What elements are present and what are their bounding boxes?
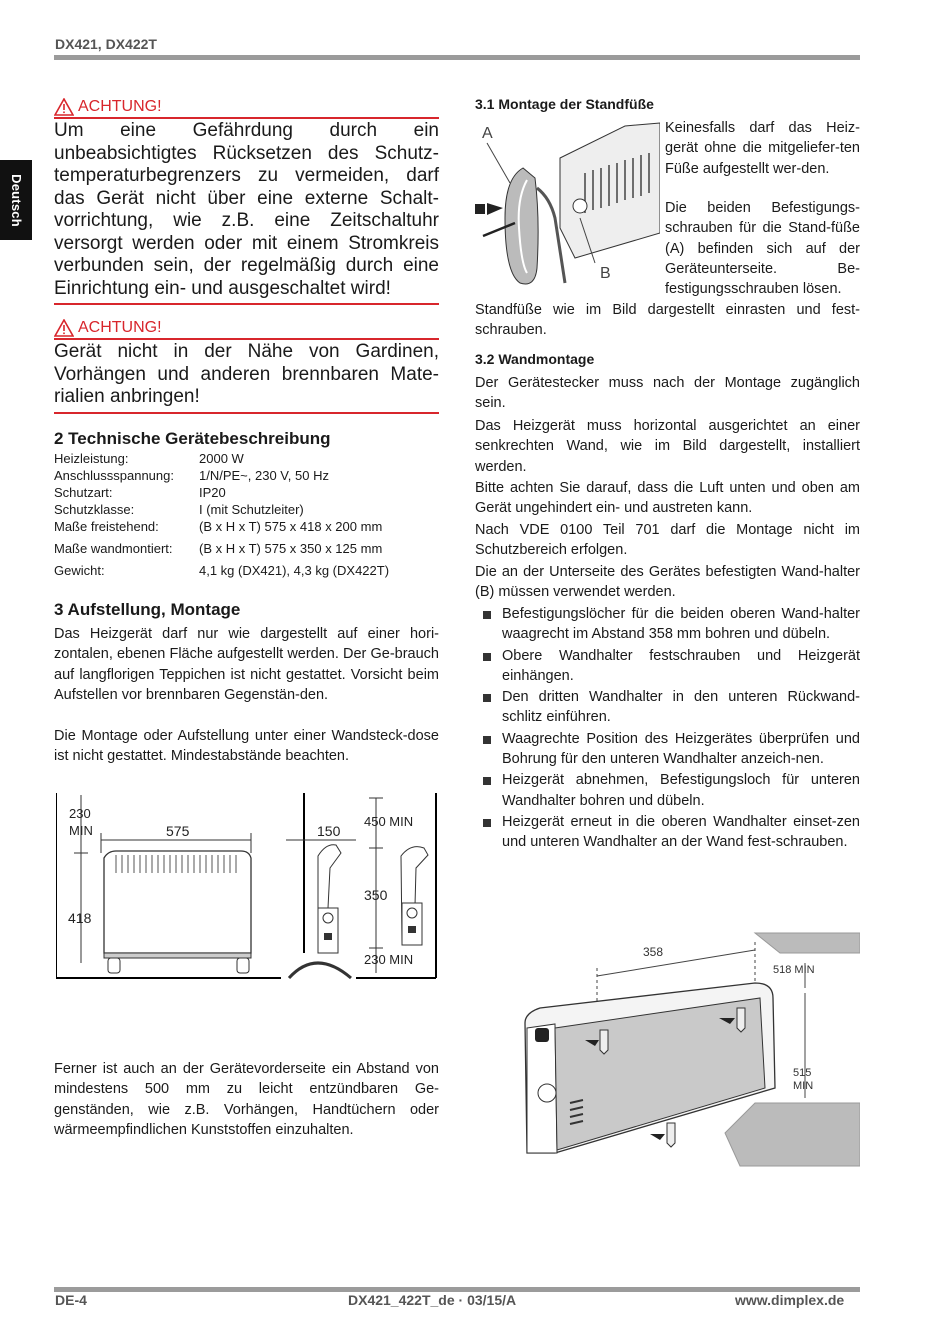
clearance-dimension-figure xyxy=(56,793,438,983)
warning-triangle-icon xyxy=(54,98,74,116)
bullet-square-icon xyxy=(483,611,491,619)
list-item xyxy=(475,646,860,687)
header-title: DX421, DX422T xyxy=(55,36,157,52)
section-3-1-paragraph-3: Standfüße wie im Bild dargestellt einrasten und fest-schrauben. xyxy=(475,302,860,339)
section-3-title: 3 Aufstellung, Montage xyxy=(54,600,241,619)
spec-key: Maße wandmontiert: xyxy=(54,541,173,556)
section-3-paragraph-3: Ferner ist auch an der Gerätevorderseite ein Abstand von mindestens 500 mm zu leicht entzündbaren Ge-genständen, wie z.B. Vorhängen, Handtüchern oder wärmeempfindlichen Kunststoffen einzuhalten. xyxy=(54,1061,439,1138)
list-item xyxy=(475,687,860,728)
bullet-square-icon xyxy=(483,736,491,744)
spec-key: Anschlussspannung: xyxy=(54,468,174,483)
dim-min: MIN xyxy=(69,823,93,838)
dim-450-min: 450 MIN xyxy=(364,814,414,829)
dim-350: 350 xyxy=(364,887,388,903)
spec-value: (B x H x T) 575 x 418 x 200 mm xyxy=(199,519,383,534)
list-item xyxy=(475,770,860,811)
warning-label-1: ACHTUNG! xyxy=(78,98,162,115)
spec-value: IP20 xyxy=(199,485,226,500)
foot-mounting-figure xyxy=(475,118,660,293)
spec-key: Schutzklasse: xyxy=(54,502,135,517)
warning-box-1 xyxy=(54,97,439,305)
mounting-steps-list xyxy=(475,604,860,854)
spec-value: 2000 W xyxy=(199,451,244,466)
language-tab[interactable] xyxy=(0,160,32,240)
warning-rule-2 xyxy=(54,412,439,414)
list-item xyxy=(475,812,860,853)
section-3-2-paragraph-1: Der Gerätestecker muss nach der Montage zugänglich sein. xyxy=(475,375,860,412)
warning-text-1: Um eine Gefährdung durch ein unbeabsichtigtes Rücksetzen des Schutz-temperaturbegrenzers zu vermeiden, darf das Gerät nicht über eine externe Schalt-vorrichtung, wie z.B. eine Zeitschaltuhr versorgt werden oder mit einem Stromkreis verbunden sein, der regelmäßig durch eine Einrichtung ein- und ausgeschaltet wird! xyxy=(54,120,439,299)
warning-rule-1 xyxy=(54,303,439,305)
dim-515-min: MIN xyxy=(793,1080,814,1092)
spec-value: (B x H x T) 575 x 350 x 125 mm xyxy=(199,541,383,556)
warning-box-2 xyxy=(54,318,439,414)
section-3-2-paragraph-4: Nach VDE 0100 Teil 701 darf die Montage nicht im Schutzbereich erfolgen. xyxy=(475,522,860,559)
label-a: A xyxy=(482,125,493,142)
section-3-2-paragraph-2: Das Heizgerät muss horizontal ausgerichtet an einer senkrechten Wand, wie im Bild dargestellt, installiert werden. xyxy=(475,418,860,475)
language-tab-label: Deutsch xyxy=(8,173,24,227)
dim-358: 358 xyxy=(643,945,664,959)
dim-575: 575 xyxy=(166,823,190,839)
dim-230-min: 230 MIN xyxy=(364,952,414,967)
dim-418: 418 xyxy=(68,910,92,926)
section-3-1-paragraph-2: Die beiden Befestigungs-schrauben für die Stand-füße (A) befinden sich auf der Geräteunterseite. Be-festigungsschrauben lösen. xyxy=(665,200,860,298)
section-3-paragraph-2: Die Montage oder Aufstellung unter einer Wandsteck-dose ist nicht gestattet. Mindestabstände beachten. xyxy=(54,728,439,765)
dim-230: 230 xyxy=(69,806,91,821)
spec-value: I (mit Schutzleiter) xyxy=(199,502,304,517)
bullet-square-icon xyxy=(483,694,491,702)
list-item-text: Obere Wandhalter festschrauben und Heizgerät einhängen. xyxy=(502,647,860,684)
spec-key: Maße freistehend: xyxy=(54,519,159,534)
footer-website-link[interactable]: www.dimplex.de xyxy=(735,1292,845,1308)
spec-key: Heizleistung: xyxy=(54,451,129,466)
section-3-2-title: 3.2 Wandmontage xyxy=(475,351,595,367)
section-3-1-paragraph-1: Keinesfalls darf das Heiz-gerät ohne die mitgeliefer-ten Füße aufgestellt wer-den. xyxy=(665,120,860,177)
spec-key: Schutzart: xyxy=(54,485,113,500)
label-b: B xyxy=(600,265,611,282)
spec-value: 4,1 kg (DX421), 4,3 kg (DX422T) xyxy=(199,563,390,578)
list-item-text: Heizgerät abnehmen, Befestigungsloch für unteren Wandhalter bohren und dübeln. xyxy=(502,772,860,809)
warning-triangle-icon xyxy=(54,319,74,337)
list-item xyxy=(475,729,860,770)
bullet-square-icon xyxy=(483,653,491,661)
list-item-text: Den dritten Wandhalter in den unteren Rückwand-schlitz einführen. xyxy=(502,689,860,726)
warning-label-2: ACHTUNG! xyxy=(78,319,162,336)
spec-value: 1/N/PE~, 230 V, 50 Hz xyxy=(199,468,329,483)
section-3-2-paragraph-3: Bitte achten Sie darauf, dass die Luft unten und oben am Gerät ungehindert ein- und austreten kann. xyxy=(475,480,860,517)
section-3-paragraph-1: Das Heizgerät darf nur wie dargestellt auf einer hori-zontalen, ebenen Fläche aufgestellt werden. Der Ge-brauch auf langflorigen Teppichen ist nicht gestattet. Vorsicht beim Aufstellen vor brennbaren Gegenstän-den. xyxy=(54,626,439,703)
dim-515: 515 xyxy=(793,1067,812,1079)
bullet-square-icon xyxy=(483,819,491,827)
list-item xyxy=(475,604,860,645)
list-item-text: Befestigungslöcher für die beiden oberen Wand-halter waagrecht im Abstand 358 mm bohren und dübeln. xyxy=(502,606,860,643)
dim-518-min: 518 MIN xyxy=(773,964,815,976)
footer-page-number: DE-4 xyxy=(55,1292,87,1308)
header-rule xyxy=(54,55,860,60)
list-item-text: Heizgerät erneut in die oberen Wandhalter einset-zen und unteren Wandhalter an der Wand fest-schrauben. xyxy=(502,813,860,851)
dim-150: 150 xyxy=(317,823,341,839)
bullet-square-icon xyxy=(483,777,491,785)
section-3-2-paragraph-5: Die an der Unterseite des Gerätes befestigten Wand-halter (B) müssen verwendet werden. xyxy=(475,564,860,601)
warning-heading-1 xyxy=(54,97,439,119)
spec-table xyxy=(54,450,439,580)
section-3-1-title: 3.1 Montage der Standfüße xyxy=(475,96,654,112)
spec-key: Gewicht: xyxy=(54,563,105,578)
section-2-title: 2 Technische Gerätebeschreibung xyxy=(54,429,331,448)
footer-document-id: DX421_422T_de · 03/15/A xyxy=(348,1292,517,1308)
list-item-text: Waagrechte Position des Heizgerätes überprüfen und Bohrung für den unteren Wandhalter anzeich-nen. xyxy=(502,730,860,768)
warning-text-2: Gerät nicht in der Nähe von Gardinen, Vorhängen und anderen brennbaren Mate-rialien anbringen! xyxy=(54,341,439,407)
wall-mounting-figure xyxy=(515,928,860,1168)
warning-heading-2 xyxy=(54,318,439,340)
